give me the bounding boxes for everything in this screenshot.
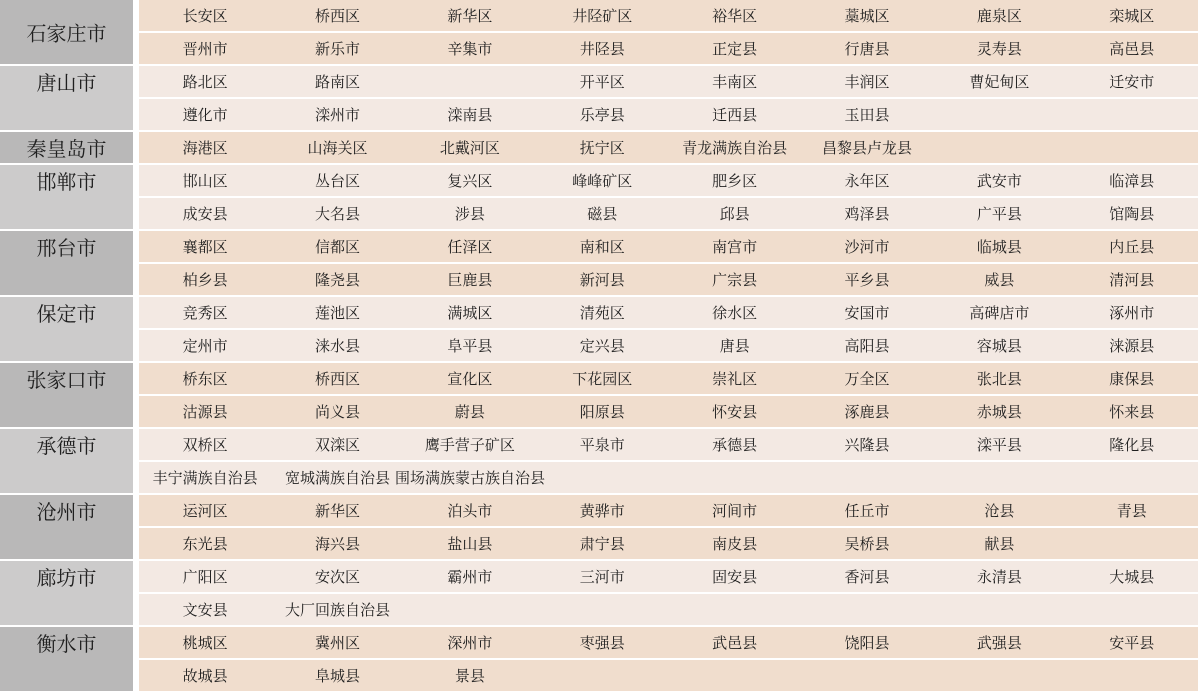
city-label: 承德市 [36, 436, 97, 458]
city-group [0, 66, 1198, 130]
district-cell[interactable]: 灵寿县 [976, 41, 1022, 58]
city-cell[interactable] [0, 231, 133, 295]
district-row [139, 462, 1198, 493]
city-label: 廊坊市 [36, 568, 97, 590]
district-rows [139, 297, 1198, 361]
district-cell[interactable]: 下花园区 [572, 371, 633, 388]
city-cell[interactable] [0, 132, 133, 163]
district-row [139, 627, 1198, 658]
city-group [0, 429, 1198, 493]
district-cell[interactable]: 阜平县 [447, 338, 493, 355]
district-cell[interactable]: 定州市 [182, 338, 228, 355]
district-cell[interactable]: 栾城区 [1109, 8, 1155, 25]
district-cell[interactable]: 巨鹿县 [447, 272, 493, 289]
district-cell[interactable]: 献县 [984, 536, 1015, 553]
district-cell[interactable]: 藁城区 [844, 8, 890, 25]
district-rows [139, 165, 1198, 229]
city-cell[interactable] [0, 627, 133, 691]
district-cell[interactable]: 襄都区 [182, 239, 228, 256]
city-label: 唐山市 [36, 73, 97, 95]
district-cell[interactable]: 张北县 [976, 371, 1022, 388]
district-row [139, 198, 1198, 229]
district-cell[interactable]: 怀来县 [1109, 404, 1155, 421]
district-cell[interactable]: 丛台区 [315, 173, 361, 190]
district-cell[interactable]: 武强县 [976, 635, 1022, 652]
district-cell[interactable]: 晋州市 [182, 41, 228, 58]
district-row [139, 66, 1198, 97]
district-cell[interactable]: 桥东区 [182, 371, 228, 388]
district-cell[interactable]: 景县 [454, 668, 485, 685]
empty-cell [536, 660, 668, 691]
district-row [139, 297, 1198, 328]
district-cell[interactable]: 海港区 [182, 140, 228, 157]
district-row [139, 264, 1198, 295]
district-row [139, 231, 1198, 262]
city-cell[interactable] [0, 297, 133, 361]
district-cell[interactable]: 蔚县 [454, 404, 485, 421]
empty-cell [669, 462, 801, 493]
empty-cell [669, 660, 801, 691]
district-cell[interactable]: 康保县 [1109, 371, 1155, 388]
district-cell[interactable]: 双桥区 [182, 437, 228, 454]
city-group [0, 495, 1198, 559]
district-cell[interactable]: 涿州市 [1109, 305, 1155, 322]
district-cell[interactable]: 乐亭县 [579, 107, 625, 124]
empty-cell [404, 594, 536, 625]
district-cell[interactable]: 沽源县 [182, 404, 228, 421]
district-cell[interactable]: 阜城县 [315, 668, 361, 685]
empty-cell [933, 99, 1065, 130]
district-cell[interactable]: 安国市 [844, 305, 890, 322]
city-cell[interactable] [0, 429, 133, 493]
district-rows [139, 132, 1198, 163]
district-cell[interactable]: 新河县 [579, 272, 625, 289]
empty-cell [1066, 132, 1198, 163]
district-cell[interactable]: 任泽区 [447, 239, 493, 256]
district-cell[interactable]: 枣强县 [579, 635, 625, 652]
district-cell[interactable]: 赤城县 [976, 404, 1022, 421]
district-cell[interactable]: 广平县 [976, 206, 1022, 223]
district-cell[interactable]: 开平区 [579, 74, 625, 91]
district-row [139, 0, 1198, 31]
empty-cell [536, 462, 668, 493]
district-cell[interactable]: 新华区 [447, 8, 493, 25]
district-cell[interactable]: 平乡县 [844, 272, 890, 289]
district-cell[interactable]: 正定县 [712, 41, 758, 58]
district-cell[interactable]: 清河县 [1109, 272, 1155, 289]
district-cell[interactable]: 围场满族蒙古族自治县 [394, 470, 545, 487]
district-cell[interactable]: 尚义县 [315, 404, 361, 421]
empty-cell [933, 132, 1065, 163]
district-row [139, 132, 1198, 163]
district-cell[interactable]: 徐水区 [712, 305, 758, 322]
city-label: 保定市 [36, 304, 97, 326]
district-cell[interactable]: 双滦区 [315, 437, 361, 454]
district-cell[interactable]: 新华区 [315, 503, 361, 520]
district-cell[interactable]: 盐山县 [447, 536, 493, 553]
district-cell[interactable]: 霸州市 [447, 569, 493, 586]
city-label: 邯郸市 [36, 172, 97, 194]
empty-cell [1066, 528, 1198, 559]
district-cell[interactable]: 平泉市 [579, 437, 625, 454]
district-cell[interactable]: 文安县 [182, 602, 228, 619]
district-cell[interactable]: 三河市 [579, 569, 625, 586]
district-cell[interactable]: 大厂回族自治县 [285, 602, 391, 619]
district-cell[interactable]: 广宗县 [712, 272, 758, 289]
district-cell[interactable]: 沙河市 [844, 239, 890, 256]
district-rows [139, 231, 1198, 295]
city-label: 衡水市 [36, 634, 97, 656]
district-rows [139, 561, 1198, 625]
district-cell[interactable]: 唐县 [719, 338, 750, 355]
district-cell[interactable]: 黄骅市 [579, 503, 625, 520]
district-cell[interactable]: 桥西区 [315, 371, 361, 388]
district-rows [139, 429, 1198, 493]
district-row [139, 330, 1198, 361]
empty-cell [801, 660, 933, 691]
empty-cell [404, 66, 536, 97]
district-cell[interactable]: 武邑县 [712, 635, 758, 652]
district-cell[interactable]: 隆尧县 [315, 272, 361, 289]
district-cell[interactable]: 容城县 [976, 338, 1022, 355]
district-cell[interactable]: 兴隆县 [844, 437, 890, 454]
district-cell[interactable]: 永清县 [976, 569, 1022, 586]
district-row [139, 396, 1198, 427]
district-cell[interactable]: 大名县 [315, 206, 361, 223]
empty-cell [933, 594, 1065, 625]
empty-cell [933, 660, 1065, 691]
district-cell[interactable]: 河间市 [712, 503, 758, 520]
district-cell[interactable]: 沧县 [984, 503, 1015, 520]
district-cell[interactable]: 武安市 [976, 173, 1022, 190]
district-cell[interactable]: 裕华区 [712, 8, 758, 25]
district-cell[interactable]: 行唐县 [844, 41, 890, 58]
district-cell[interactable]: 安次区 [315, 569, 361, 586]
district-cell[interactable]: 大城县 [1109, 569, 1155, 586]
city-cell[interactable] [0, 495, 133, 559]
district-cell[interactable]: 北戴河区 [439, 140, 500, 157]
district-cell[interactable]: 桃城区 [182, 635, 228, 652]
city-cell[interactable] [0, 561, 133, 625]
district-cell[interactable]: 涞源县 [1109, 338, 1155, 355]
district-cell[interactable]: 昌黎县卢龙县 [822, 140, 913, 157]
district-cell[interactable]: 永年区 [844, 173, 890, 190]
district-cell[interactable]: 临漳县 [1109, 173, 1155, 190]
district-row [139, 165, 1198, 196]
district-cell[interactable]: 安平县 [1109, 635, 1155, 652]
empty-cell [1066, 660, 1198, 691]
city-label: 秦皇岛市 [26, 139, 107, 161]
district-cell[interactable]: 竞秀区 [182, 305, 228, 322]
district-cell[interactable]: 故城县 [182, 668, 228, 685]
district-row [139, 594, 1198, 625]
empty-cell [669, 594, 801, 625]
district-cell[interactable]: 磁县 [587, 206, 618, 223]
empty-cell [1066, 462, 1198, 493]
district-cell[interactable]: 峰峰矿区 [572, 173, 633, 190]
district-cell[interactable]: 丰南区 [712, 74, 758, 91]
district-row [139, 99, 1198, 130]
city-cell[interactable] [0, 165, 133, 229]
district-row [139, 660, 1198, 691]
empty-cell [536, 594, 668, 625]
district-cell[interactable]: 高邑县 [1109, 41, 1155, 58]
city-label: 张家口市 [26, 370, 107, 392]
district-cell[interactable]: 南和区 [579, 239, 625, 256]
district-cell[interactable]: 迁西县 [712, 107, 758, 124]
district-cell[interactable]: 泊头市 [447, 503, 493, 520]
district-cell[interactable]: 南宫市 [712, 239, 758, 256]
district-cell[interactable]: 怀安县 [712, 404, 758, 421]
city-label: 邢台市 [36, 238, 97, 260]
district-cell[interactable]: 路南区 [315, 74, 361, 91]
district-cell[interactable]: 香河县 [844, 569, 890, 586]
district-rows [139, 363, 1198, 427]
city-cell[interactable] [0, 66, 133, 130]
district-cell[interactable]: 广阳区 [182, 569, 228, 586]
district-cell[interactable]: 抚宁区 [579, 140, 625, 157]
district-cell[interactable]: 井陉县 [579, 41, 625, 58]
empty-cell [801, 462, 933, 493]
district-cell[interactable]: 滦州市 [315, 107, 361, 124]
district-cell[interactable]: 辛集市 [447, 41, 493, 58]
district-cell[interactable]: 邯山区 [182, 173, 228, 190]
district-cell[interactable]: 定兴县 [579, 338, 625, 355]
district-cell[interactable]: 鹿泉区 [976, 8, 1022, 25]
city-group [0, 561, 1198, 625]
district-cell[interactable]: 滦南县 [447, 107, 493, 124]
district-cell[interactable]: 任丘市 [844, 503, 890, 520]
district-cell[interactable]: 丰宁满族自治县 [152, 470, 258, 487]
district-cell[interactable]: 丰润区 [844, 74, 890, 91]
city-group [0, 0, 1198, 64]
district-cell[interactable]: 山海关区 [307, 140, 368, 157]
empty-cell [1066, 594, 1198, 625]
city-group [0, 363, 1198, 427]
district-cell[interactable]: 宣化区 [447, 371, 493, 388]
district-cell[interactable]: 阳原县 [579, 404, 625, 421]
district-cell[interactable]: 海兴县 [315, 536, 361, 553]
district-cell[interactable]: 青县 [1116, 503, 1147, 520]
district-cell[interactable]: 肥乡区 [712, 173, 758, 190]
district-cell[interactable]: 冀州区 [315, 635, 361, 652]
district-cell[interactable]: 复兴区 [447, 173, 493, 190]
district-cell[interactable]: 鹰手营子矿区 [424, 437, 515, 454]
district-row [139, 429, 1198, 460]
district-rows [139, 627, 1198, 691]
district-cell[interactable]: 玉田县 [844, 107, 890, 124]
district-cell[interactable]: 固安县 [712, 569, 758, 586]
city-group [0, 132, 1198, 163]
district-cell[interactable]: 长安区 [182, 8, 228, 25]
district-cell[interactable]: 临城县 [976, 239, 1022, 256]
district-rows [139, 0, 1198, 64]
district-row [139, 363, 1198, 394]
empty-cell [933, 462, 1065, 493]
city-cell[interactable] [0, 0, 133, 64]
district-cell[interactable]: 崇礼区 [712, 371, 758, 388]
district-cell[interactable]: 遵化市 [182, 107, 228, 124]
district-row [139, 561, 1198, 592]
district-cell[interactable]: 威县 [984, 272, 1015, 289]
district-cell[interactable]: 鸡泽县 [844, 206, 890, 223]
district-cell[interactable]: 桥西区 [315, 8, 361, 25]
district-cell[interactable]: 滦平县 [976, 437, 1022, 454]
district-cell[interactable]: 涿鹿县 [844, 404, 890, 421]
district-cell[interactable]: 运河区 [182, 503, 228, 520]
city-group [0, 231, 1198, 295]
district-cell[interactable]: 承德县 [712, 437, 758, 454]
city-group [0, 297, 1198, 361]
district-cell[interactable]: 内丘县 [1109, 239, 1155, 256]
district-cell[interactable]: 曹妃甸区 [969, 74, 1030, 91]
district-cell[interactable]: 南皮县 [712, 536, 758, 553]
city-label: 石家庄市 [26, 23, 107, 46]
district-cell[interactable]: 宽城满族自治县 [285, 470, 391, 487]
district-cell[interactable]: 高阳县 [844, 338, 890, 355]
district-cell[interactable]: 东光县 [182, 536, 228, 553]
district-cell[interactable]: 满城区 [447, 305, 493, 322]
district-row [139, 528, 1198, 559]
district-cell[interactable]: 青龙满族自治县 [682, 140, 788, 157]
empty-cell [1066, 99, 1198, 130]
district-cell[interactable]: 吴桥县 [844, 536, 890, 553]
district-cell[interactable]: 信都区 [315, 239, 361, 256]
district-cell[interactable]: 饶阳县 [844, 635, 890, 652]
district-cell[interactable]: 高碑店市 [969, 305, 1030, 322]
district-cell[interactable]: 清苑区 [579, 305, 625, 322]
district-cell[interactable]: 隆化县 [1109, 437, 1155, 454]
district-cell[interactable]: 柏乡县 [182, 272, 228, 289]
district-rows [139, 66, 1198, 130]
district-cell[interactable]: 涉县 [454, 206, 485, 223]
district-cell[interactable]: 新乐市 [315, 41, 361, 58]
city-label: 沧州市 [36, 502, 97, 524]
district-cell[interactable]: 邱县 [719, 206, 750, 223]
district-cell[interactable]: 莲池区 [315, 305, 361, 322]
district-cell[interactable]: 井陉矿区 [572, 8, 633, 25]
district-cell[interactable]: 馆陶县 [1109, 206, 1155, 223]
city-group [0, 165, 1198, 229]
district-rows [139, 495, 1198, 559]
district-cell[interactable]: 路北区 [182, 74, 228, 91]
district-cell[interactable]: 深州市 [447, 635, 493, 652]
city-group [0, 627, 1198, 691]
district-cell[interactable]: 肃宁县 [579, 536, 625, 553]
district-cell[interactable]: 万全区 [844, 371, 890, 388]
district-row [139, 33, 1198, 64]
district-cell[interactable]: 涞水县 [315, 338, 361, 355]
district-cell[interactable]: 成安县 [182, 206, 228, 223]
city-cell[interactable] [0, 363, 133, 427]
empty-cell [801, 594, 933, 625]
district-row [139, 495, 1198, 526]
district-cell[interactable]: 迁安市 [1109, 74, 1155, 91]
